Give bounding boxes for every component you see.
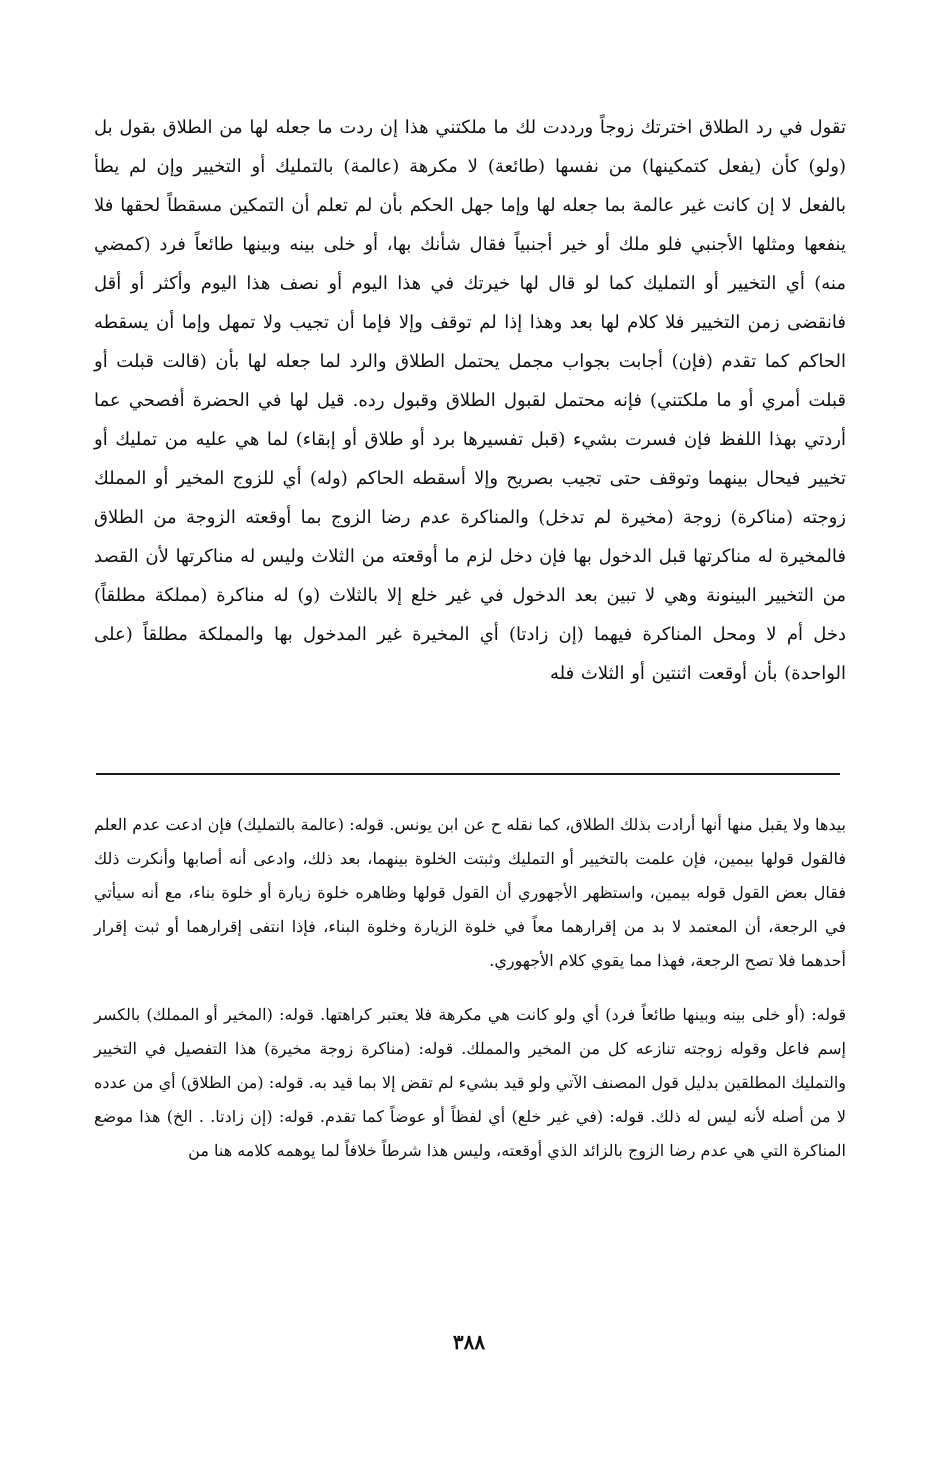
main-paragraph: تقول في رد الطلاق اخترتك زوجاً ورددت لك ما ملكتني هذا إن ردت ما جعله لها من الطلاق بقول بل (ولو) كأن (يفعل كتمكينها) من نفسها (طائعة) لا مكرهة (عالمة) بالتمليك أو التخيير وإن لم يطأ بالفعل لا إن كانت غير عالمة بما جعله لها وإما جهل الحكم بأن لم تعلم أن التمكين مسقطاً لحقها فلا ينفعها ومثلها الأجنبي فلو ملك أو خير أجنبياً فقال شأنك بها، أو خلى بينه وبينها طائعاً فرد (كمضي منه) أي التخيير أو التمليك كما لو قال لها خيرتك في هذا اليوم أو نصف هذا اليوم وأكثر أو أقل فانقضى زمن التخيير فلا كلام لها بعد وهذا إذا لم توقف وإلا فإما أن تجيب ولا تمهل وإما أن يسقطه الحاكم كما تقدم (فإن) أجابت بجواب مجمل يحتمل الطلاق والرد لما جعله لها بأن (قالت قبلت أو قبلت أمري أو ما ملكتني) فإنه محتمل لقبول الطلاق وقبول رده. قيل لها في الحضرة أفصحي عما أردتي بهذا اللفظ فإن فسرت بشيء (قبل تفسيرها برد أو طلاق أو إبقاء) لما هي عليه من تمليك أو تخيير فيحال بينهما وتوقف حتى تجيب بصريح وإلا أسقطه الحاكم (وله) أي للزوج المخير أو المملك زوجته (مناكرة) زوجة (مخيرة لم تدخل) والمناكرة عدم رضا الزوج بما أوقعته الزوجة من الطلاق فالمخيرة له مناكرتها قبل الدخول بها فإن دخل لزم ما أوقعته من الثلاث وليس له مناكرتها لأن القصد من التخيير البينونة وهي لا تبين بعد الدخول في غير خلع إلا بالثلاث (و) له مناكرة (مملكة مطلقاً) دخل أم لا ومحل المناكرة فيهما (إن زادتا) أي المخيرة غير المدخول بها والمملكة مطلقاً (على الواحدة) بأن أوقعت اثنتين أو الثلاث فله [94,117,846,684]
footnotes-block [94,808,846,1168]
footnote-paragraph-1: بيدها ولا يقبل منها أنها أرادت بذلك الطلاق، كما نقله ح عن ابن يونس. قوله: (عالمة بالتمليك) فإن ادعت عدم العلم فالقول قولها بيمين، فإن علمت بالتخيير أو التمليك وثبتت الخلوة بينهما، بعد ذلك، وادعى أنه أصابها وأنكرت ذلك فقال بعض القول قوله بيمين، واستظهر الأجهوري أن القول قولها وظاهره خلوة زيارة أو خلوة بناء، مع أنه سيأتي في الرجعة، أن المعتمد لا بد من إقرارهما معاً في خلوة الزيارة وخلوة البناء، فإذا انتفى إقرارهما أو ثبت إقرار أحدهما فلا تصح الرجعة، فهذا مما يقوي كلام الأجهوري. [94,815,847,970]
main-text-block [94,108,846,693]
page-number: ٣٨٨ [452,1330,486,1354]
footnote-separator [96,773,840,775]
footnote-paragraph-2: قوله: (أو خلى بينه وبينها طائعاً فرد) أي ولو كانت هي مكرهة فلا يعتبر كراهتها. قوله: (المخير أو المملك) بالكسر إسم فاعل وقوله زوجته تنازعه كل من المخير والمملك. قوله: (مناكرة زوجة مخيرة) هذا التفصيل في التخيير والتمليك المطلقين بدليل قول المصنف الآتي ولو قيد بشيء لم تقض إلا بما قيد به. قوله: (من الطلاق) أي من عدده لا من أصله لأنه ليس له ذلك. قوله: (في غير خلع) أي لفظاً أو عوضاً كما تقدم. قوله: (إن زادتا. . الخ) هذا موضع المناكرة التي هي عدم رضا الزوج بالزائد الذي أوقعته، وليس هذا شرطاً خلافاً لما يوهمه كلامه هنا من [94,1005,846,1160]
